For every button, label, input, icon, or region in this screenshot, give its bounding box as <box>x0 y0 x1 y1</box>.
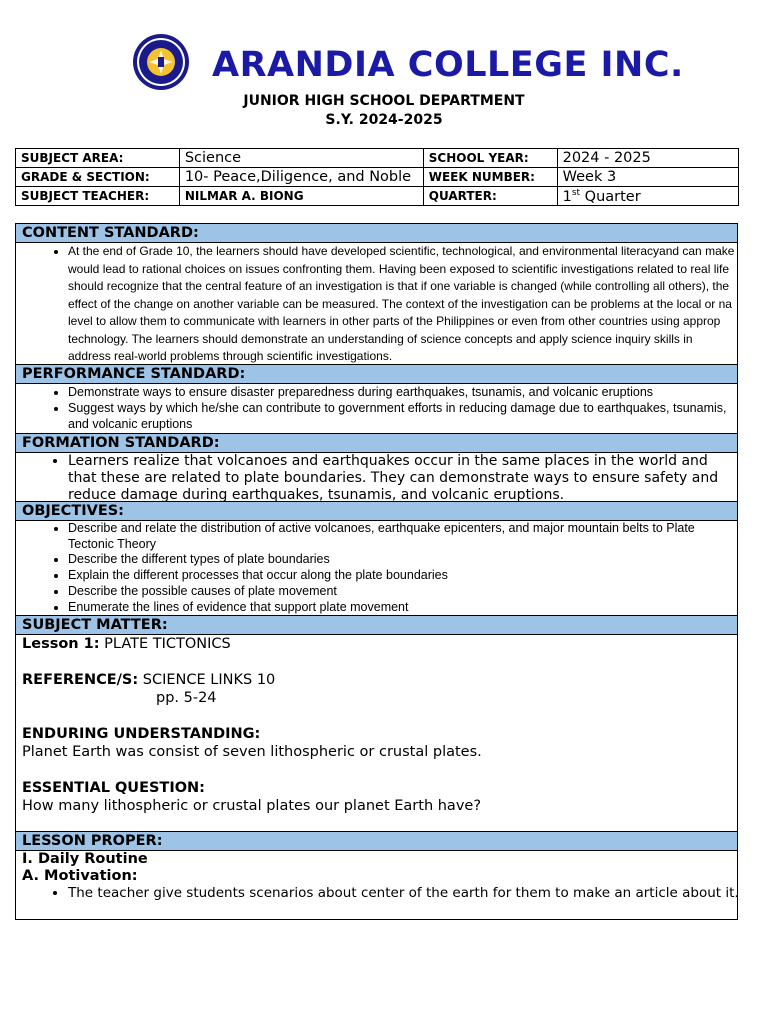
quarter-suffix: st <box>571 187 581 198</box>
essential-question-value: How many lithospheric or crustal plates our planet Earth have? <box>22 798 482 814</box>
quarter-label: QUARTER: <box>423 187 557 206</box>
list-item: • Suggest ways by which he/she can contribute to government efforts in reducing damage due to earthquakes, tsunamis, and volcanic eruptions <box>68 400 737 432</box>
lesson-label: Lesson 1: <box>22 636 100 652</box>
reference-value: SCIENCE LINKS 10 <box>138 672 276 688</box>
lesson-plan-body <box>15 223 738 920</box>
list-item: • Enumerate the lines of evidence that support plate movement <box>68 600 737 615</box>
document-header <box>0 30 768 130</box>
quarter-word: Quarter <box>580 188 641 205</box>
grade-section-value: 10- Peace,Diligence, and Noble <box>179 168 423 187</box>
motivation-heading: A. Motivation: <box>22 868 138 884</box>
school-year-value: 2024 - 2025 <box>557 149 738 168</box>
performance-standard-heading: PERFORMANCE STANDARD: <box>16 364 737 384</box>
quarter-value <box>557 187 738 206</box>
lesson-value: PLATE TICTONICS <box>99 636 231 652</box>
school-year-title: S.Y. 2024-2025 <box>325 112 443 128</box>
objectives-heading: OBJECTIVES: <box>16 501 737 521</box>
daily-routine-heading: I. Daily Routine <box>22 851 148 867</box>
essential-question-label: ESSENTIAL QUESTION: <box>22 780 205 796</box>
reference-pages: pp. 5-24 <box>156 690 217 706</box>
grade-section-label: GRADE & SECTION: <box>16 168 180 187</box>
list-item: • Describe the different types of plate boundaries <box>68 552 737 568</box>
list-item: • Learners realize that volcanoes and earthquakes occur in the same places in the world and that these are related to plate boundaries. They can demonstrate ways to ensure safety and reduce damage during earthquakes, tsunamis, and volcanic eruptions. <box>68 453 737 501</box>
subject-matter-heading: SUBJECT MATTER: <box>16 615 737 635</box>
info-row <box>16 149 739 168</box>
college-seal-logo <box>132 33 190 91</box>
list-item: • Describe the possible causes of plate movement <box>68 584 737 600</box>
college-name: ARANDIA COLLEGE INC. <box>212 45 684 85</box>
quarter-number: 1 <box>562 188 572 205</box>
subject-area-label: SUBJECT AREA: <box>16 149 180 168</box>
week-number-label: WEEK NUMBER: <box>423 168 557 187</box>
reference-label: REFERENCE/S: <box>22 672 139 688</box>
enduring-understanding-label: ENDURING UNDERSTANDING: <box>22 726 261 742</box>
week-number-value: Week 3 <box>557 168 738 187</box>
formation-standard-heading: FORMATION STANDARD: <box>16 433 737 453</box>
school-year-label: SCHOOL YEAR: <box>423 149 557 168</box>
info-row <box>16 168 739 187</box>
formation-standard-list <box>16 453 737 501</box>
subject-area-value: Science <box>179 149 423 168</box>
lesson-proper-heading: LESSON PROPER: <box>16 831 737 851</box>
info-row <box>16 187 739 206</box>
list-item: • At the end of Grade 10, the learners should have developed scientific, technological, and environmental literacyand can make would lead to rational choices on issues confronting them. Having been exposed to scientific investigations related to real life should recognize that the central feature of an investigation is that if one variable is changed (while controlling all others), the effect of the change on another variable can be measured. The context of the investigation can be problems at the local or na level to allow them to communicate with learners in other parts of the Philippines or even from other countries using approp technology. The learners should demonstrate an understanding of science concepts and apply science inquiry skills in address real-world problems through scientific investigations. <box>68 243 736 364</box>
subject-teacher-label: SUBJECT TEACHER: <box>16 187 180 206</box>
lesson-info-table <box>15 148 739 206</box>
list-item: • Explain the different processes that occur along the plate boundaries <box>68 568 737 584</box>
department-title: JUNIOR HIGH SCHOOL DEPARTMENT <box>243 93 525 109</box>
reference-line <box>22 671 731 689</box>
performance-standard-list <box>16 384 737 433</box>
lesson-line <box>22 635 731 653</box>
list-item: • The teacher give students scenarios about center of the earth for them to make an article about it. <box>68 885 737 902</box>
list-item: • Demonstrate ways to ensure disaster preparedness during earthquakes, tsunamis, and volcanic eruptions <box>68 384 737 400</box>
content-standard-heading: CONTENT STANDARD: <box>16 224 737 243</box>
enduring-understanding-value: Planet Earth was consist of seven lithospheric or crustal plates. <box>22 744 482 760</box>
objectives-list <box>16 521 737 615</box>
subject-teacher-value: NILMAR A. BIONG <box>179 187 423 206</box>
subject-matter-content <box>16 635 737 831</box>
motivation-list <box>16 885 737 902</box>
content-standard-list <box>16 243 736 364</box>
list-item: • Describe and relate the distribution of active volcanoes, earthquake epicenters, and major mountain belts to Plate Tectonic Theory <box>68 521 737 552</box>
